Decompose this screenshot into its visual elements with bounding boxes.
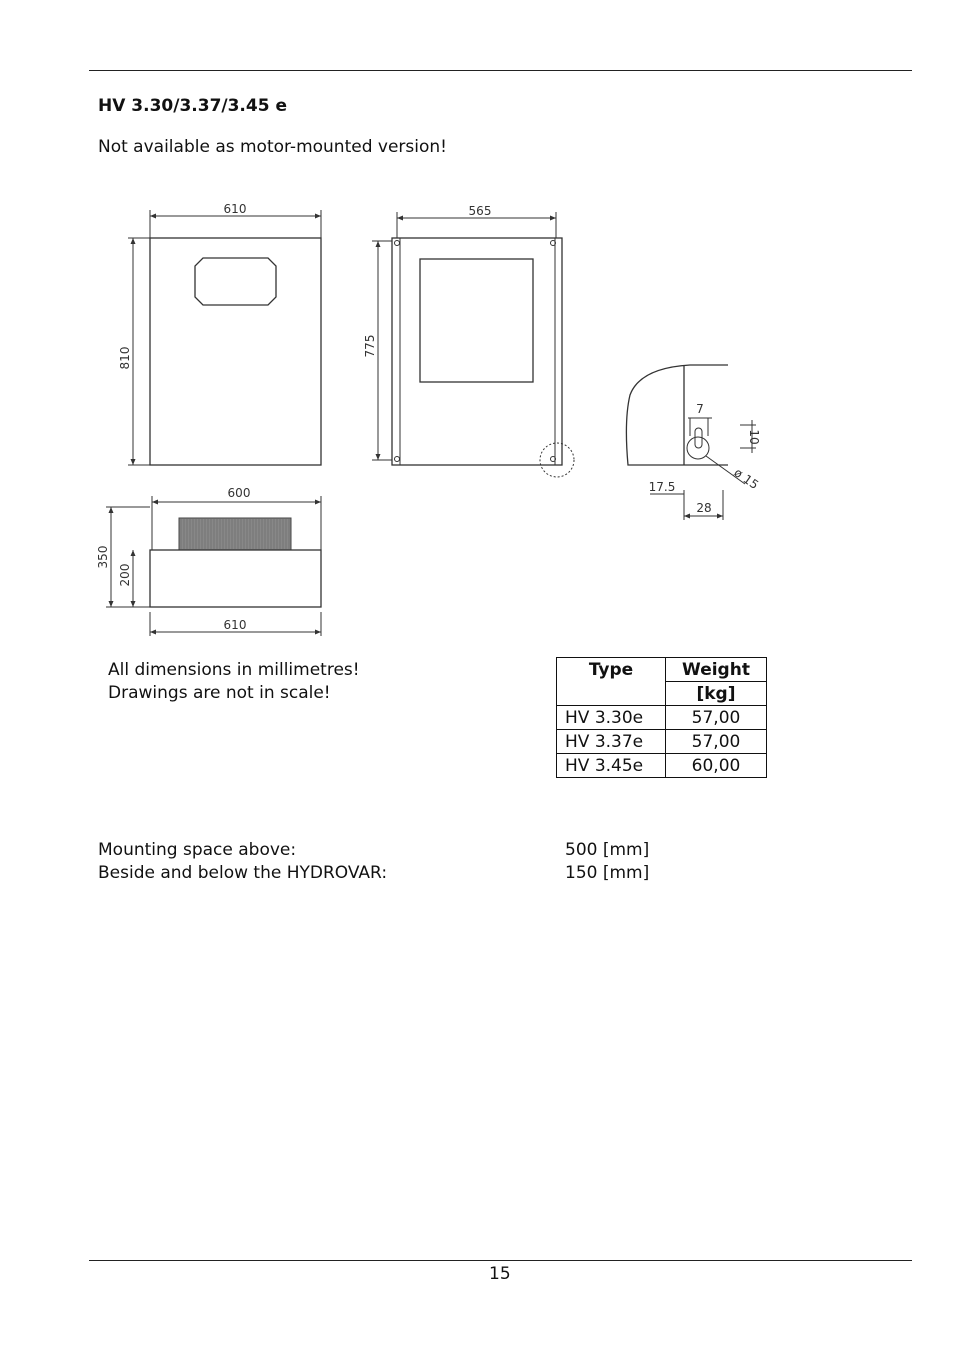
footer-rule — [89, 1260, 912, 1261]
keyhole-label-28: 28 — [696, 501, 712, 515]
availability-note: Not available as motor-mounted version! — [98, 137, 447, 157]
weight-cell: 57,00 — [666, 730, 767, 754]
weight-cell: 57,00 — [666, 706, 767, 730]
back-width-label: 565 — [468, 204, 492, 218]
page-title: HV 3.30/3.37/3.45 e — [98, 96, 288, 116]
bottom-width-label: 610 — [223, 618, 247, 632]
top-width-label: 600 — [227, 486, 251, 500]
keyhole-label-7: 7 — [696, 402, 704, 416]
table-row — [557, 754, 767, 778]
type-cell: HV 3.30e — [557, 706, 666, 730]
total-height-label: 350 — [96, 545, 110, 569]
front-width-label: 610 — [223, 202, 247, 216]
keyhole-label-17-5: 17.5 — [648, 480, 676, 494]
dimensions-note: All dimensions in millimetres! — [108, 660, 360, 680]
weight-unit-header: [kg] — [666, 682, 767, 706]
body-height-label: 200 — [118, 563, 132, 587]
mounting-above-value: 500 [mm] — [565, 840, 650, 860]
type-cell: HV 3.37e — [557, 730, 666, 754]
keyhole-label-10: 10 — [747, 429, 761, 445]
table-row — [557, 706, 767, 730]
mounting-beside-label: Beside and below the HYDROVAR: — [98, 863, 388, 883]
back-height-label: 775 — [363, 334, 377, 358]
keyhole-detail-outline — [626, 365, 728, 465]
front-view-display-window — [195, 258, 276, 305]
front-height-label: 810 — [118, 346, 132, 370]
weight-table — [556, 657, 767, 778]
weight-cell: 60,00 — [666, 754, 767, 778]
type-header-blank — [557, 682, 666, 706]
weight-header: Weight — [666, 658, 767, 682]
front-view-body — [150, 238, 321, 465]
keyhole-callout-circle — [540, 443, 574, 477]
back-view-body — [392, 238, 562, 465]
top-view-body — [150, 550, 321, 607]
type-header: Type — [557, 658, 666, 682]
table-row — [557, 730, 767, 754]
type-cell: HV 3.45e — [557, 754, 666, 778]
page-number: 15 — [489, 1264, 511, 1284]
mounting-beside-value: 150 [mm] — [565, 863, 650, 883]
back-view-panel — [420, 259, 533, 382]
mounting-above-label: Mounting space above: — [98, 840, 297, 860]
scale-note: Drawings are not in scale! — [108, 683, 331, 703]
keyhole-label-diameter: ø 15 — [731, 465, 762, 493]
keyhole-slot — [695, 428, 702, 448]
